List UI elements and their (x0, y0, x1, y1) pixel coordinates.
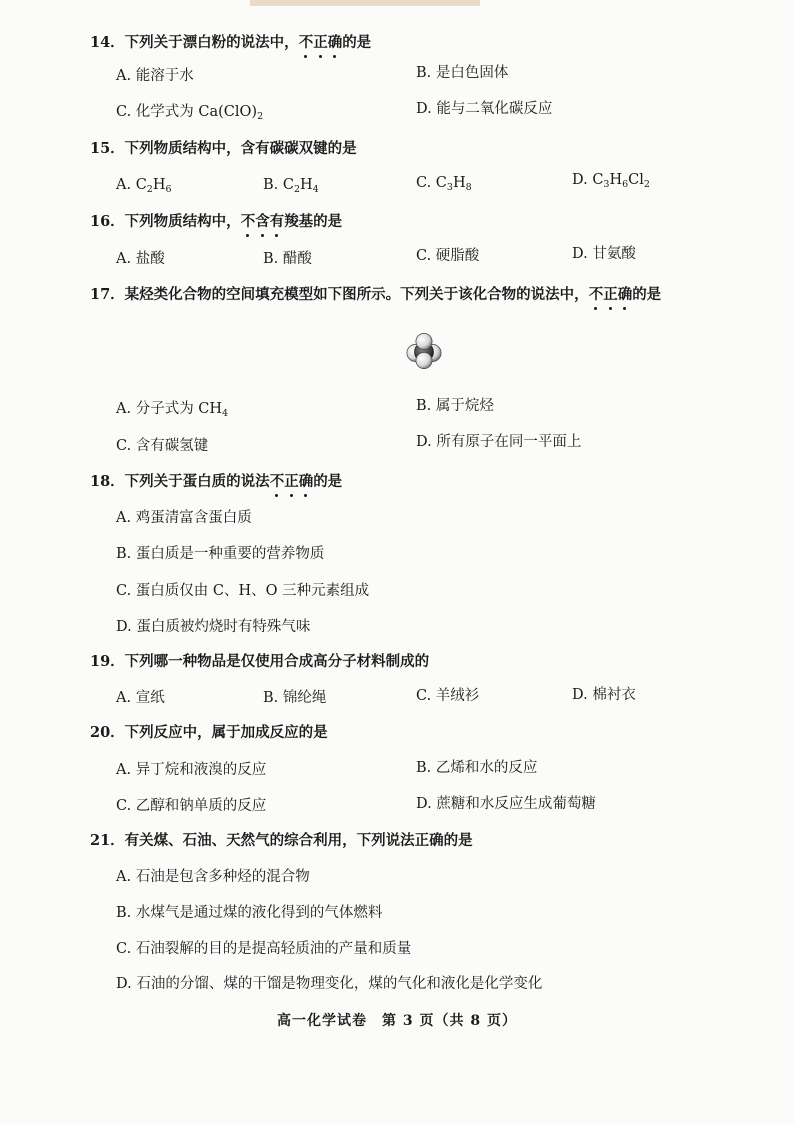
option-text: H (609, 172, 623, 188)
question-15-option-a (116, 175, 172, 195)
question-17-option-c: C. 含有碳氢键 (116, 438, 209, 454)
question-18-stem (90, 472, 342, 492)
question-14-option-c (116, 102, 263, 122)
emphasis-char: 有 (269, 213, 285, 230)
question-16-option-b: B. 醋酸 (263, 251, 312, 267)
question-18-stem-text: 18．下列关于蛋白质的说法 (90, 473, 270, 490)
emphasis-char: 不 (298, 34, 314, 51)
question-14-option-a: A. 能溶于水 (116, 68, 194, 84)
question-16-stem-text: 16．下列物质结构中， (90, 213, 241, 230)
subscript: 8 (465, 182, 472, 193)
question-20-stem: 20．下列反应中，属于加成反应的是 (90, 724, 328, 741)
option-text: H (152, 177, 166, 193)
methane-space-filling-model (405, 332, 443, 370)
question-20-option-c: C. 乙醇和钠单质的反应 (116, 798, 267, 814)
question-20-option-b: B. 乙烯和水的反应 (416, 760, 538, 776)
question-21-option-b: B. 水煤气是通过煤的液化得到的气体燃料 (116, 905, 383, 921)
subscript: 3 (603, 179, 610, 190)
question-15-stem: 15．下列物质结构中，含有碳碳双键的是 (90, 140, 357, 157)
question-16-option-d: D. 甘氨酸 (572, 246, 636, 262)
top-edge-mark (250, 0, 480, 6)
question-14-stem-text: 14．下列关于漂白粉的说法中， (90, 34, 299, 51)
subscript: 2 (146, 184, 153, 195)
question-19-option-c: C. 羊绒衫 (416, 688, 480, 704)
question-14-stem-suffix: 的是 (342, 34, 372, 51)
question-21-stem: 21．有关煤、石油、天然气的综合利用，下列说法正确的是 (90, 832, 473, 849)
question-14-stem (90, 33, 371, 53)
question-19-stem: 19．下列哪一种物品是仅使用合成高分子材料制成的 (90, 653, 430, 670)
option-text: A. 分子式为 CH (116, 401, 223, 417)
question-17-option-a (116, 399, 228, 419)
question-20-option-d: D. 蔗糖和水反应生成葡萄糖 (416, 796, 596, 812)
question-21-option-d: D. 石油的分馏、煤的干馏是物理变化，煤的气化和液化是化学变化 (116, 976, 543, 992)
question-14-option-b: B. 是白色固体 (416, 65, 509, 81)
emphasis-dots (241, 213, 285, 230)
question-16-stem (90, 212, 342, 232)
question-17-stem (90, 285, 661, 305)
emphasis-char: 不 (588, 286, 604, 303)
question-15-option-b (263, 175, 319, 195)
option-text: C. 化学式为 Ca(ClO) (116, 104, 258, 120)
emphasis-dots (270, 473, 314, 490)
question-18-option-c: C. 蛋白质仅由 C、H、O 三种元素组成 (116, 583, 370, 599)
question-21-option-c: C. 石油裂解的目的是提高轻质油的产量和质量 (116, 941, 412, 957)
question-21-option-a: A. 石油是包含多种烃的混合物 (116, 869, 310, 885)
emphasis-char: 不 (269, 473, 285, 490)
emphasis-dots (299, 34, 343, 51)
emphasis-char: 确 (327, 34, 343, 51)
question-19-option-a: A. 宣纸 (116, 690, 165, 706)
question-18-option-d: D. 蛋白质被灼烧时有特殊气味 (116, 619, 311, 635)
subscript: 4 (312, 184, 319, 195)
question-19-option-b: B. 锦纶绳 (263, 690, 327, 706)
option-text: B. C (263, 177, 294, 193)
question-15-option-d (572, 170, 650, 190)
subscript: 6 (622, 179, 629, 190)
question-17-option-d: D. 所有原子在同一平面上 (416, 434, 582, 450)
emphasis-dots (589, 286, 633, 303)
question-16-option-a: A. 盐酸 (116, 251, 165, 267)
question-17-option-b: B. 属于烷烃 (416, 398, 494, 414)
subscript: 2 (257, 111, 264, 122)
option-text: H (452, 175, 466, 191)
emphasis-char: 不 (240, 213, 256, 230)
question-20-option-a: A. 异丁烷和液溴的反应 (116, 762, 267, 778)
question-19-option-d: D. 棉衬衣 (572, 687, 636, 703)
option-text: H (300, 177, 313, 193)
option-text: C. C (416, 175, 447, 191)
subscript: 4 (222, 408, 229, 419)
question-17-stem-suffix: 的是 (632, 286, 662, 303)
question-17-stem-text: 17．某烃类化合物的空间填充模型如下图所示。下列关于该化合物的说法中， (90, 286, 589, 303)
question-18-option-b: B. 蛋白质是一种重要的营养物质 (116, 546, 325, 562)
subscript: 3 (446, 182, 453, 193)
emphasis-char: 正 (284, 473, 299, 490)
question-18-stem-suffix: 的是 (313, 473, 343, 490)
option-text: D. C (572, 172, 604, 188)
subscript: 6 (165, 184, 172, 195)
emphasis-char: 正 (603, 286, 618, 303)
question-18-option-a: A. 鸡蛋清富含蛋白质 (116, 510, 252, 526)
question-15-option-c (416, 173, 472, 193)
option-text: Cl (628, 172, 644, 188)
question-16-stem-suffix: 羧基的是 (284, 213, 343, 230)
emphasis-char: 确 (298, 473, 314, 490)
subscript: 2 (643, 179, 650, 190)
option-text: A. C (116, 177, 147, 193)
question-14-option-d: D. 能与二氧化碳反应 (416, 101, 553, 117)
question-16-option-c: C. 硬脂酸 (416, 248, 480, 264)
emphasis-char: 确 (617, 286, 633, 303)
emphasis-char: 正 (313, 34, 328, 51)
subscript: 2 (293, 184, 301, 195)
emphasis-char: 含 (255, 213, 270, 230)
page-footer: 高一化学试卷 第 3 页（共 8 页） (277, 1013, 517, 1029)
